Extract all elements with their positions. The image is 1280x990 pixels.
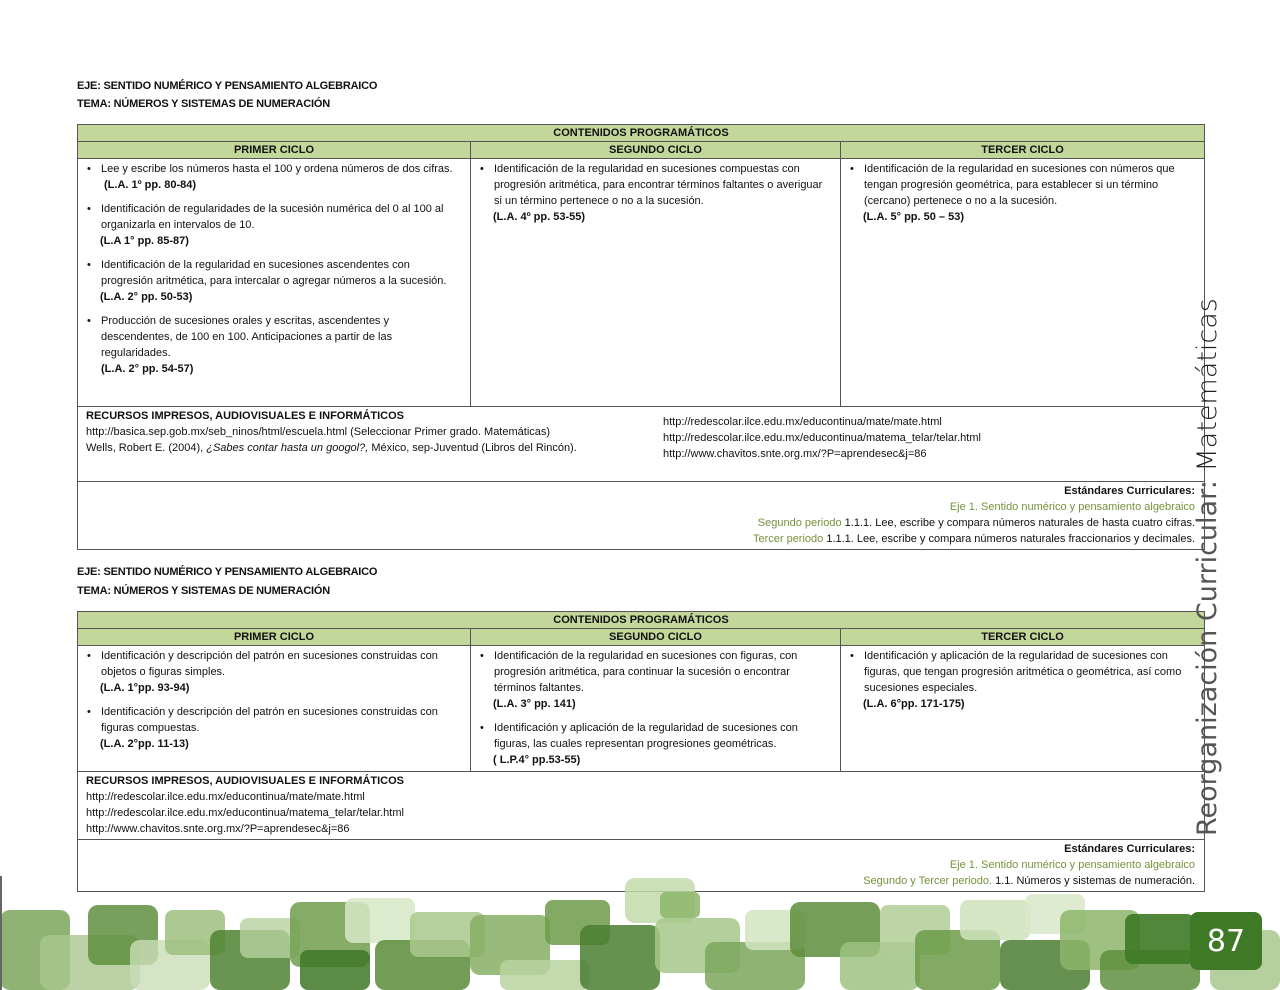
primer-ciclo-cell (78, 159, 471, 407)
tercer-ciclo-cell (841, 646, 1205, 772)
recurso-link[interactable]: http://redescolar.ilce.edu.mx/educontinua/matema_telar/telar.html (663, 432, 981, 444)
list-item: • Identificación y descripción del patrón en sucesiones construidas con figuras compuestas. (L.A. 2°pp. 11-13) (86, 704, 462, 752)
primer-ciclo-cell (78, 646, 471, 772)
estandares-cell (78, 482, 1205, 550)
side-title: Reorganización Curricular: Matemáticas (1192, 298, 1223, 836)
recurso-link[interactable]: http://redescolar.ilce.edu.mx/educontinua/mate/mate.html (663, 416, 942, 428)
list-item: • Identificación y aplicación de la regularidad de sucesiones con figuras, que tengan progresión aritmética o geométrica, así como sucesiones especiales. (L.A. 6°pp. 171-175) (849, 648, 1196, 712)
list-item: • Producción de sucesiones orales y escritas, ascendentes y descendentes, de 100 en 100. Anticipaciones a partir de las regularidades. (L.A. 2° pp. 54-57) (86, 313, 462, 377)
estandares-eje: Eje 1. Sentido numérico y pensamiento algebraico (949, 859, 1196, 871)
recurso-book: Wells, Robert E. (2004), ¿Sabes contar hasta un googol?, México, sep-Juventud (Libros del Rincón). (86, 442, 577, 454)
col-header-primer: PRIMER CICLO (78, 142, 471, 159)
estandares-eje: Eje 1. Sentido numérico y pensamiento algebraico (949, 501, 1196, 513)
decorative-footer-blocks (0, 870, 1280, 990)
estandares-line: Segundo y Tercer periodo. 1.1. Números y sistemas de numeración. (863, 875, 1196, 887)
eje-heading-1: EJE: SENTIDO NUMÉRICO Y PENSAMIENTO ALGEBRAICO (77, 80, 378, 92)
left-edge-rule (0, 876, 2, 990)
segundo-ciclo-cell (471, 159, 841, 407)
tercer-ciclo-cell (841, 159, 1205, 407)
col-header-segundo: SEGUNDO CICLO (471, 142, 841, 159)
estandares-title: Estándares Curriculares: (1064, 485, 1196, 497)
tema-heading-1: TEMA: NÚMEROS Y SISTEMAS DE NUMERACIÓN (77, 98, 330, 110)
page-number-badge: 87 (1190, 912, 1262, 970)
table-title: CONTENIDOS PROGRAMÁTICOS (78, 612, 1205, 629)
eje-heading-2: EJE: SENTIDO NUMÉRICO Y PENSAMIENTO ALGEBRAICO (77, 566, 378, 578)
list-item: • Identificación de la regularidad en sucesiones con números que tengan progresión geométrica, para establecer si un término (cercano) pertenece o no a la sucesión. (L.A. 5° pp. 50 – 53) (849, 161, 1196, 225)
recursos-title: RECURSOS IMPRESOS, AUDIOVISUALES E INFORMÁTICOS (86, 410, 405, 422)
recurso-link[interactable]: http://redescolar.ilce.edu.mx/educontinua/mate/mate.html (86, 791, 365, 803)
list-item: • Lee y escribe los números hasta el 100 y ordena números de dos cifras. (L.A. 1º pp. 80-84) (86, 161, 462, 193)
col-header-tercer: TERCER CICLO (841, 142, 1205, 159)
list-item: • Identificación de la regularidad en sucesiones con figuras, con progresión aritmética, para continuar la sucesión o encontrar términos faltantes. (L.A. 3° pp. 141) (479, 648, 832, 712)
recurso-link[interactable]: http://basica.sep.gob.mx/seb_ninos/html/escuela.html (Seleccionar Primer grado. Matemáticas) (86, 426, 551, 438)
recursos-cell (78, 407, 1205, 482)
table-title: CONTENIDOS PROGRAMÁTICOS (78, 125, 1205, 142)
recurso-link[interactable]: http://redescolar.ilce.edu.mx/educontinua/matema_telar/telar.html (86, 807, 404, 819)
tema-heading-2: TEMA: NÚMEROS Y SISTEMAS DE NUMERACIÓN (77, 585, 330, 597)
list-item: • Identificación y descripción del patrón en sucesiones construidas con objetos o figuras simples. (L.A. 1°pp. 93-94) (86, 648, 462, 696)
col-header-segundo: SEGUNDO CICLO (471, 629, 841, 646)
list-item: • Identificación de regularidades de la sucesión numérica del 0 al 100 al organizarla en intervalos de 10. (L.A 1° pp. 85-87) (86, 201, 462, 249)
col-header-primer: PRIMER CICLO (78, 629, 471, 646)
contenidos-table-1 (77, 124, 1205, 550)
segundo-ciclo-cell (471, 646, 841, 772)
col-header-tercer: TERCER CICLO (841, 629, 1205, 646)
list-item: • Identificación de la regularidad en sucesiones ascendentes con progresión aritmética, para intercalar o agregar números a la sucesión. (L.A. 2° pp. 50-53) (86, 257, 462, 305)
estandares-line: Segundo periodo 1.1.1. Lee, escribe y compara números naturales de hasta cuatro cifras. (757, 517, 1196, 529)
recursos-cell (78, 772, 1205, 840)
estandares-title: Estándares Curriculares: (1064, 843, 1196, 855)
contenidos-table-2 (77, 611, 1205, 892)
recurso-link[interactable]: http://www.chavitos.snte.org.mx/?P=aprendesec&j=86 (663, 448, 927, 460)
list-item: • Identificación y aplicación de la regularidad de sucesiones con figuras, las cuales representan progresiones geométricas. ( L.P.4° pp.53-55) (479, 720, 832, 768)
recursos-title: RECURSOS IMPRESOS, AUDIOVISUALES E INFORMÁTICOS (86, 775, 405, 787)
recurso-link[interactable]: http://www.chavitos.snte.org.mx/?P=aprendesec&j=86 (86, 823, 350, 835)
list-item: • Identificación de la regularidad en sucesiones compuestas con progresión aritmética, para encontrar términos faltantes o averiguar si un término pertenece o no a la sucesión. (L.A. 4º pp. 53-55) (479, 161, 832, 225)
estandares-line: Tercer periodo 1.1.1. Lee, escribe y compara números naturales fraccionarios y decimales. (752, 533, 1196, 545)
